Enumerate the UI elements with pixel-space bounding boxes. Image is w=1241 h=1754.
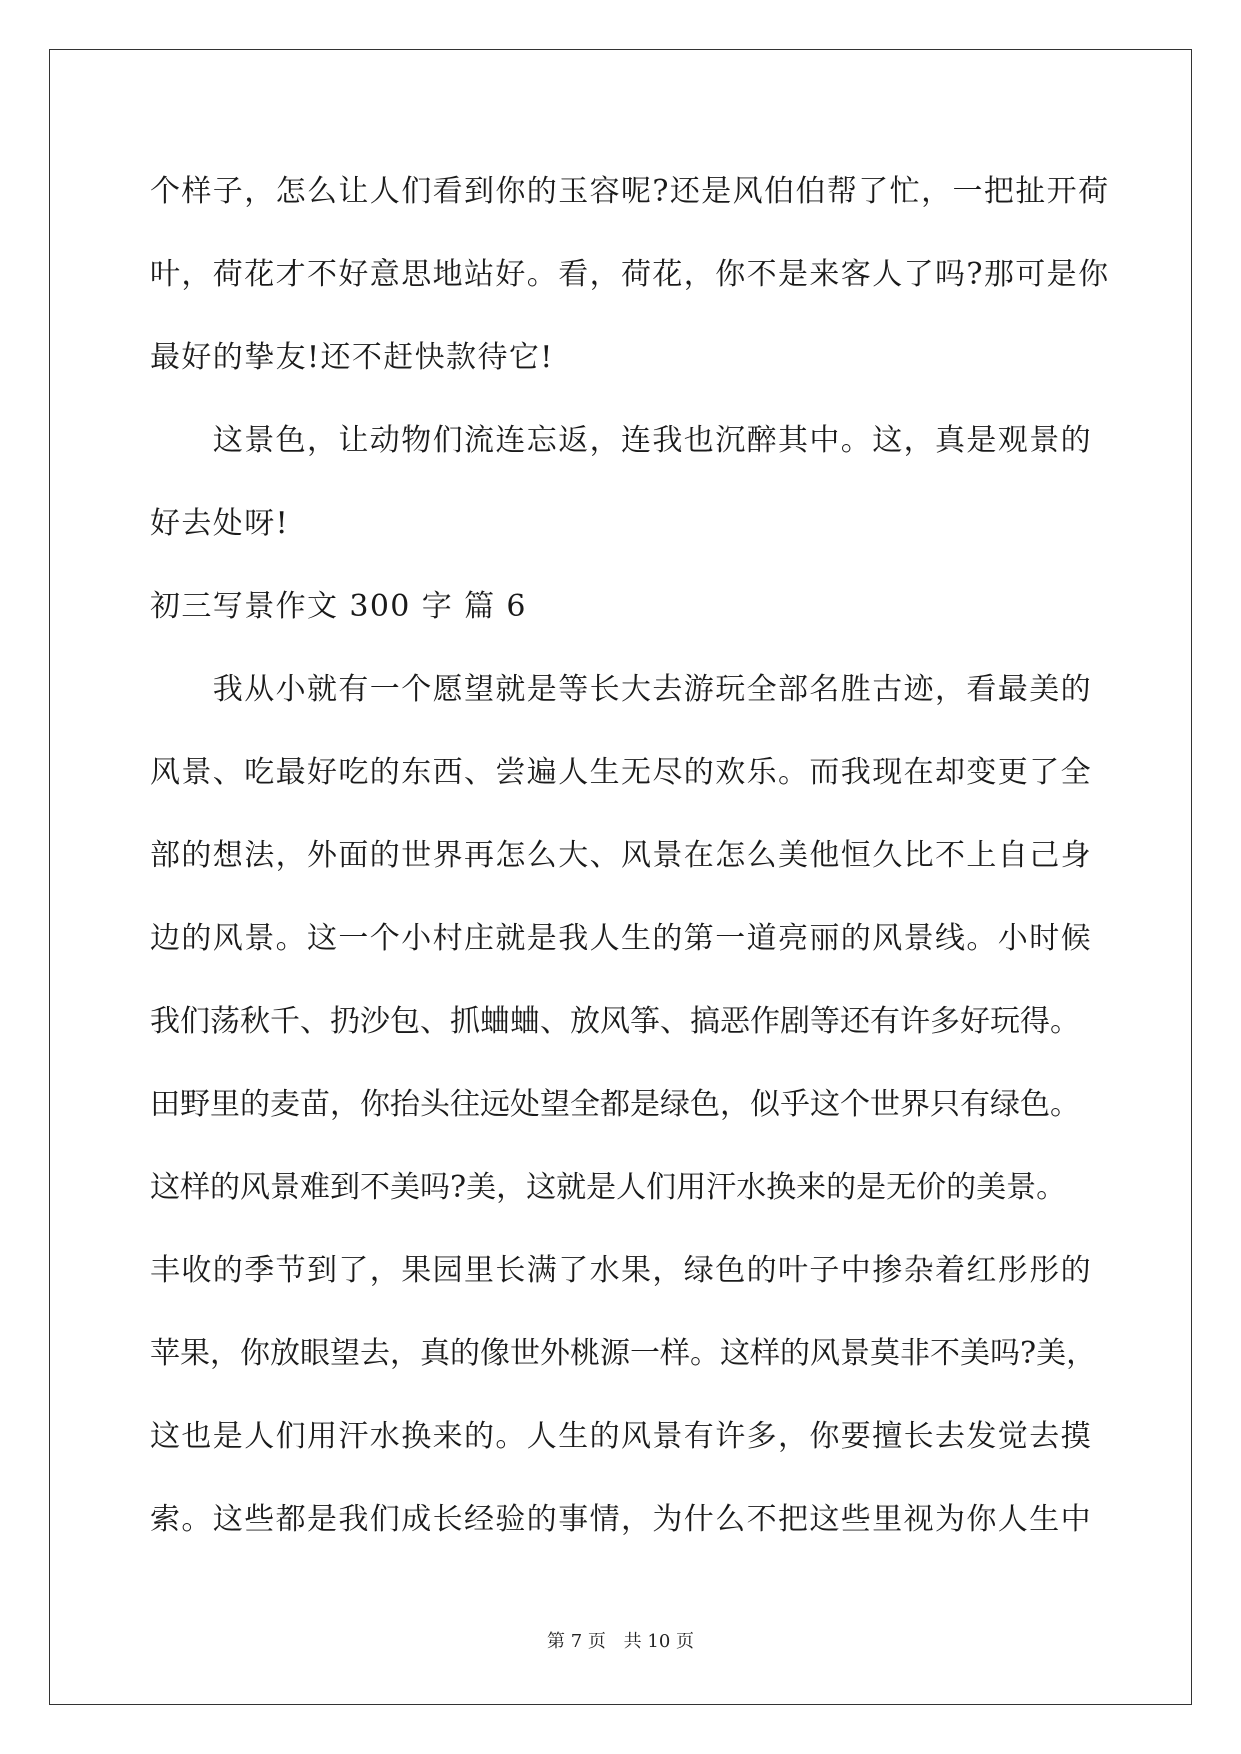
text-line: 我从小就有一个愿望就是等长大去游玩全部名胜古迹，看最美的 bbox=[150, 672, 1092, 707]
text-line: 这也是人们用汗水换来的。人生的风景有许多，你要擅长去发觉去摸 bbox=[150, 1419, 1092, 1454]
text-line: 这景色，让动物们流连忘返，连我也沉醉其中。这，真是观景的 bbox=[150, 423, 1092, 458]
section-heading: 初三写景作文 300 字 篇 6 bbox=[150, 589, 527, 624]
text-line: 叶，荷花才不好意思地站好。看，荷花，你不是来客人了吗?那可是你 bbox=[150, 257, 1110, 292]
text-line: 苹果，你放眼望去，真的像世外桃源一样。这样的风景莫非不美吗?美， bbox=[150, 1336, 1097, 1371]
text-line: 部的想法，外面的世界再怎么大、风景在怎么美他恒久比不上自己身 bbox=[150, 838, 1092, 873]
text-line: 这样的风景难到不美吗?美，这就是人们用汗水换来的是无价的美景。 bbox=[150, 1170, 1067, 1205]
text-line: 边的风景。这一个小村庄就是我人生的第一道亮丽的风景线。小时候 bbox=[150, 921, 1092, 956]
text-line: 我们荡秋千、扔沙包、抓蛐蛐、放风筝、搞恶作剧等还有许多好玩得。 bbox=[150, 1004, 1080, 1039]
text-line: 索。这些都是我们成长经验的事情，为什么不把这些里视为你人生中 bbox=[150, 1502, 1092, 1537]
page-number: 第 7 页 bbox=[547, 1631, 606, 1652]
text-line: 好去处呀! bbox=[150, 506, 290, 541]
text-line: 田野里的麦苗，你抬头往远处望全都是绿色，似乎这个世界只有绿色。 bbox=[150, 1087, 1080, 1122]
text-line: 丰收的季节到了，果园里长满了水果，绿色的叶子中掺杂着红彤彤的 bbox=[150, 1253, 1092, 1288]
text-line: 最好的挚友!还不赶快款待它! bbox=[150, 340, 554, 375]
document-body bbox=[150, 150, 1110, 1561]
page-footer bbox=[0, 1627, 1241, 1653]
page-total: 共 10 页 bbox=[623, 1631, 694, 1652]
text-line: 个样子，怎么让人们看到你的玉容呢?还是风伯伯帮了忙，一把扯开荷 bbox=[150, 174, 1110, 209]
text-line: 风景、吃最好吃的东西、尝遍人生无尽的欢乐。而我现在却变更了全 bbox=[150, 755, 1092, 790]
